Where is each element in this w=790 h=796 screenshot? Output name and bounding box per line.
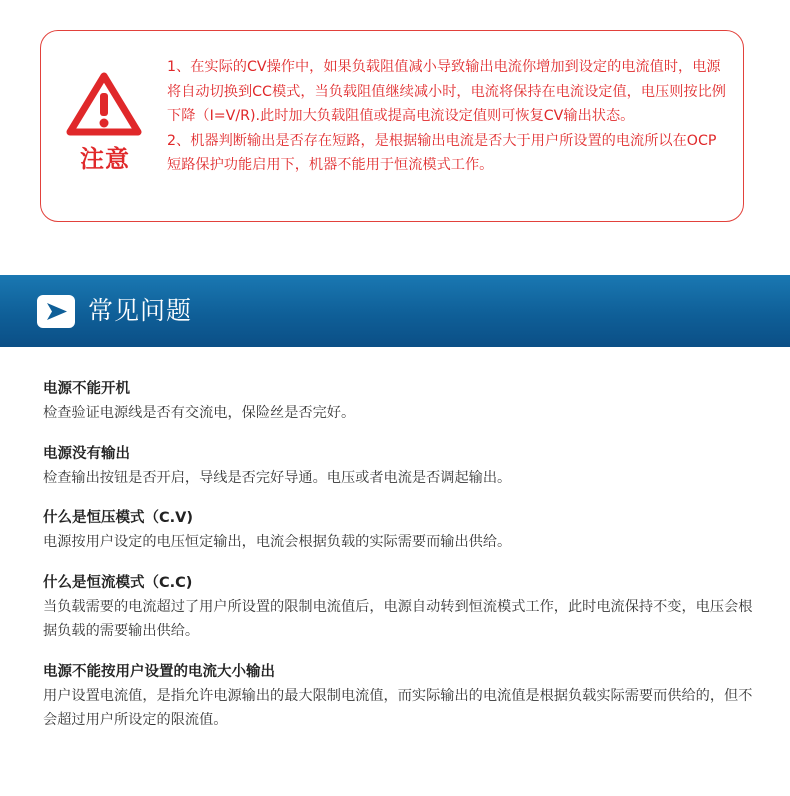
notice-label: 注意 xyxy=(80,145,130,173)
faq-answer: 检查验证电源线是否有交流电，保险丝是否完好。 xyxy=(43,405,356,421)
faq-list xyxy=(43,377,763,749)
faq-item xyxy=(43,506,763,555)
faq-answer: 检查输出按钮是否开启，导线是否完好导通。电压或者电流是否调起输出。 xyxy=(43,469,512,486)
warning-triangle-icon xyxy=(65,71,143,137)
faq-question: 什么是恒压模式（C.V) xyxy=(43,510,193,526)
faq-answer: 用户设置电流值，是指允许电源输出的最大限制电流值，而实际输出的电流值是根据负载实际需要而供给的，但不会超过用户所设定的限流值。 xyxy=(43,687,753,728)
notice-item-1: 1、在实际的CV操作中，如果负载阻值减小导致输出电流你增加到设定的电流值时，电源将自动切换到CC模式，当负载阻值继续减小时，电流将保持在电流设定值，电压则按比例下降（I=V/R).此时加大负载阻值或提高电流设定值则可恢复CV输出状态。 xyxy=(167,59,726,124)
faq-item xyxy=(43,377,763,426)
section-banner xyxy=(0,275,790,347)
notice-text xyxy=(167,55,727,178)
faq-question: 什么是恒流模式（C.C) xyxy=(43,574,193,591)
play-arrow-icon xyxy=(37,295,75,328)
faq-item xyxy=(43,571,763,644)
faq-answer: 电源按用户设定的电压恒定输出，电流会根据负载的实际需要而输出供给。 xyxy=(43,534,512,550)
notice-item-2: 2、机器判断输出是否存在短路，是根据输出电流是否大于用户所设置的电流所以在OCP短路保护功能启用下，机器不能用于恒流模式工作。 xyxy=(167,132,717,173)
faq-question: 电源不能按用户设置的电流大小输出 xyxy=(43,663,275,680)
notice-box xyxy=(40,30,744,222)
faq-question: 电源不能开机 xyxy=(43,381,130,397)
faq-answer: 当负载需要的电流超过了用户所设置的限制电流值后，电源自动转到恒流模式工作，此时电流保持不变，电压会根据负载的需要输出供给。 xyxy=(43,598,753,639)
faq-item xyxy=(43,660,763,733)
faq-question: 电源没有输出 xyxy=(43,445,130,462)
section-title: 常见问题 xyxy=(88,296,193,325)
faq-item xyxy=(43,442,763,491)
